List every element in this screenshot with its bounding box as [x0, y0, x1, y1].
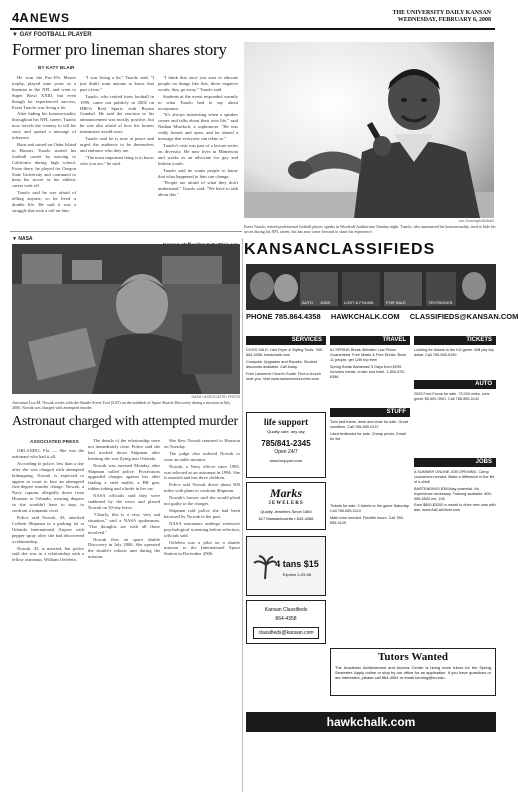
story1-photo-caption: Esera Tuaolo, retired professional football player, speaks in Woodruff Auditorium Tuesday night. Tuaolo, who announced his homosexuality, tried to hide his secret during his NFL career, but has now come forward to share his experience. [244, 224, 496, 234]
tutors-text: The Academic Achievement and Access Center is hiring more tutors for the Spring Semester. Apply online or stop by our office for an application. If you have questions or are interested, please call 864-4064 or email tutoring@ku.edu. [335, 665, 491, 680]
kansan-box-email[interactable]: classifieds@kansan.com [253, 627, 319, 639]
story2-photo-caption: Astronaut Lisa M. Nowak works with the Shuttle Arrest Tool (SAT) on the middeck of Space Shuttle Discovery during a mission in July 2006. Nowak was charged with attempted murder. [12, 400, 231, 410]
auto-listings: 2003 Ford Focus for sale. 73,000 miles, runs great. $5,500 OBO. Call 785-555-0142 [414, 392, 490, 401]
tans-title: 4 tans $15 [275, 559, 319, 569]
story2-byline: ASSOCIATED PRESS [30, 440, 79, 445]
tans-sub: Expires 2-29-08 [282, 572, 312, 577]
palm-tree-icon [253, 555, 277, 579]
stuff-listings-2: Tickets for sale: 2 tickets to the game Saturday. Call 785-555-0110 Math tutor needed. Flexible hours. Call 785-555-0125 [330, 504, 410, 525]
marks-jewelers-ad[interactable] [246, 482, 326, 530]
tag-auto[interactable]: AUTO [302, 300, 314, 305]
tanning-ad[interactable] [246, 536, 326, 596]
story1-column-2: "I was living a lie," Tuaolo said. "I just didn't want anyone to know that part of me." Tuaolo, who retired from football in 1999, came out publicly in 2002 on HBO's Real Sports with Bryant Gumbel. He said the reaction to his announcement was mostly positive, but he was also afraid of how his former teammates would react. Tuaolo said he is now at peace and urged the audience to be themselves and embrace who they are. "The most important thing is to know who you are," he said. [80, 75, 154, 166]
category-services[interactable]: SERVICES [246, 336, 326, 345]
masthead [392, 10, 491, 24]
travel-listings: #1 SPRING Break Website! Low Prices Guaranteed. Free Meals & Free Drinks. Book 11 people, get 12th trip free! Spring Break Bahamas! 5 Days from $299. Includes meals, cruise and hotel. 1-800-678-6386 [330, 348, 407, 379]
kansan-box-title: Kansan Classifieds [264, 607, 308, 613]
tutors-title: Tutors Wanted [378, 651, 448, 663]
kicker-marker: ▼ [12, 32, 20, 38]
tutors-wanted-ad[interactable] [330, 648, 496, 696]
category-jobs[interactable]: JOBS [414, 458, 496, 467]
life-support-phone: 785/841-2345 [261, 439, 311, 448]
speaker-photo-illustration [244, 42, 494, 218]
tuaolo-photo [244, 42, 494, 218]
story1-column-1: He won the Pac-10's Morris trophy, played nine years as a lineman in the NFL and went to Super Bowl XXIII, but even though he experienced success, Esera Tuaolo was living a lie. After hiding his homosexuality throughout his NFL career, Tuaolo now travels the country to tell his story and spread a message of tolerance. Born and raised on Oahu Island in Hawaii, Tuaolo started his football career by moving to California during high school. From there, he played for Oregon State University and continued to keep his secret as his athletic career took off. Tuaolo said he was afraid of telling anyone, so he lived a double life. He said it was a struggle that took a toll on him. [12, 75, 76, 213]
story1-headline[interactable]: Former pro lineman shares story [12, 40, 227, 59]
story2-headline[interactable]: Astronaut charged with attempted murder [12, 414, 238, 429]
classifieds-banner [246, 264, 496, 310]
category-stuff[interactable]: STUFF [330, 408, 410, 417]
marks-name: Marks [269, 486, 302, 500]
kansan-classifieds-box[interactable] [246, 600, 326, 644]
life-support-ad[interactable] [246, 412, 326, 478]
kansan-box-phone: 864-4358 [275, 616, 297, 622]
story2-photo-credit: NASA / ASSOCIATED PRESS [191, 395, 240, 399]
astronaut-photo [12, 244, 240, 394]
header-rule [10, 28, 495, 30]
marks-address: 817 Massachusetts • 843-4266 [258, 516, 314, 521]
story2-kicker: ▼ NASA [12, 236, 33, 242]
story1-byline: BY KATY BLAIR [38, 66, 75, 71]
kicker-marker: ▼ [12, 236, 19, 242]
classifieds-title: KANSANCLASSIFIEDS [244, 241, 436, 258]
story1-kicker: ▼ GAY FOOTBALL PLAYER [12, 32, 92, 38]
tag-jobs[interactable]: JOBS [320, 300, 331, 305]
tag-for-sale[interactable]: FOR SALE [386, 300, 406, 305]
page-number: 4A [12, 10, 29, 25]
tag-textbooks[interactable]: TEXTBOOKS [428, 300, 453, 305]
classifieds-email[interactable]: CLASSIFIEDS@KANSAN.COM [409, 312, 518, 321]
tag-lost-found[interactable]: LOST & FOUND [344, 300, 374, 305]
story2-column-3: She flew Nowak returned to Houston on Tuesday. The judge also ordered Nowak to wear an ankle monitor. Nowak, a Navy officer since 1985, was selected as an astronaut in 1996. She is married and has three children. Police said Nowak drove about 900 miles with plans to confront Shipman. Nowak's lawyer said she would plead not guilty to the charges. Shipman told police she had been harassed by Nowak in the past. NASA astronauts undergo extensive psychological screening before selection, officials said. Oefelein was a pilot on a shuttle mission to the International Space Station in December 2006. [164, 438, 240, 557]
story2-column-2: The details of the relationship were not immediately clear. Police said she had tracked down Shipman after learning she was flying into Orlando. Nowak was arrested Monday after Shipman called police. Prosecutors upgraded charges against her after finding a steel mallet, a BB gun, rubber tubing and a knife in her car. NASA officials said they were saddened by the news and placed Nowak on 30-day leave. "Clearly, this is a very, very sad situation," said a NASA spokesman. "Our thoughts are with all those involved." Nowak flew on space shuttle Discovery in July 2006. She operated the shuttle's robotic arm during the mission. [88, 438, 160, 560]
story2-column-1: ORLANDO, Fla. — She was the astronaut who had it all. According to police, less than a day after she was charged with attempted kidnapping, Nowak is expected to appear in court to face an attempted first-degree murder charge. Nowak, a Navy captain, allegedly drove from Houston to Orlando, wearing diapers so she wouldn't have to stop, to confront a romantic rival. Police said Nowak, 43, attacked Colleen Shipman in a parking lot at Orlando International Airport with pepper spray after she had discovered a relationship. Nowak, 43, is married, but police said she was in a relationship with a fellow astronaut, William Oefelein. [12, 448, 84, 563]
date-line: WEDNESDAY, FEBRUARY 6, 2008 [397, 17, 491, 23]
category-tickets[interactable]: TICKETS [414, 336, 496, 345]
category-auto[interactable]: AUTO [414, 380, 496, 389]
tickets-listings: Looking for tickets to the KU game. Will pay top dollar. Call 785-555-0199 [414, 348, 494, 357]
services-listings: DOGS SALE: Hair Dryer & Styling Tools. 785-864-4358. hawkchalk.com Computer Upgrades and Repairs. Student discounts available. Call today. Free Lawrence Church Guide. Find a church near you. Visit www.lawrencechurches.com [246, 348, 323, 381]
marks-line: Quality Jewellers Since 1880 [260, 509, 312, 514]
classifieds-contact-line [246, 312, 518, 322]
astronaut-photo-illustration [12, 244, 240, 394]
story1-column-3: "I think that once you start to educate people on things like this, those negative words, they go away," Tuaolo said. Students at the event responded warmly to what Tuaolo had to say about acceptance. "It's always interesting when a speaker comes and talks about their own life," said Nathan Murdock, a sophomore. "He was really honest and open, and he shared a message that everyone can relate to." Tuaolo's visit was part of a lecture series on diversity. He now lives in Minnesota and works as an advocate for gay and lesbian youth. Tuaolo said he wants people to know that what happened to him can change. "People are afraid of what they don't understand," Tuaolo said. "We have to talk about this." [158, 75, 238, 198]
category-travel[interactable]: TRAVEL [330, 336, 410, 345]
marks-sub: JEWELERS [268, 501, 304, 506]
life-support-site: www.lsupport.com [269, 458, 303, 463]
jobs-listings: A SUMMER ONLINE JOB OPENING. Camp counselors needed. Make a difference in the life of a child! BARTENDING! $300/day potential. No experience necessary. Training available. 800-965-6520 ext. 108 Earn $800-$3200 a month to drive new cars with ads. www.AdCarDriver.com [414, 470, 496, 513]
stuff-listings: Twin bed frame, desk and chair for sale. Great condition. Call 785-555-0137 Used textbooks for sale. Cheap prices. Email for list. [330, 420, 408, 441]
life-support-title: life support [263, 417, 309, 427]
classifieds-site[interactable]: HAWKCHALK.COM [330, 312, 400, 321]
column-divider [242, 238, 243, 792]
section-title: NEWS [30, 11, 70, 25]
section-divider [10, 231, 242, 232]
life-support-hours: Open 24/7 [274, 449, 298, 455]
paper-name: THE UNIVERSITY DAILY KANSAN [392, 10, 491, 16]
life-support-sub: Quality care, any day [267, 429, 305, 434]
classifieds-phone[interactable]: PHONE 785.864.4358 [246, 312, 321, 321]
story1-photo-credit: Jon Goering/KANSAN [458, 219, 494, 223]
hawkchalk-footer[interactable]: hawkchalk.com [246, 712, 496, 732]
